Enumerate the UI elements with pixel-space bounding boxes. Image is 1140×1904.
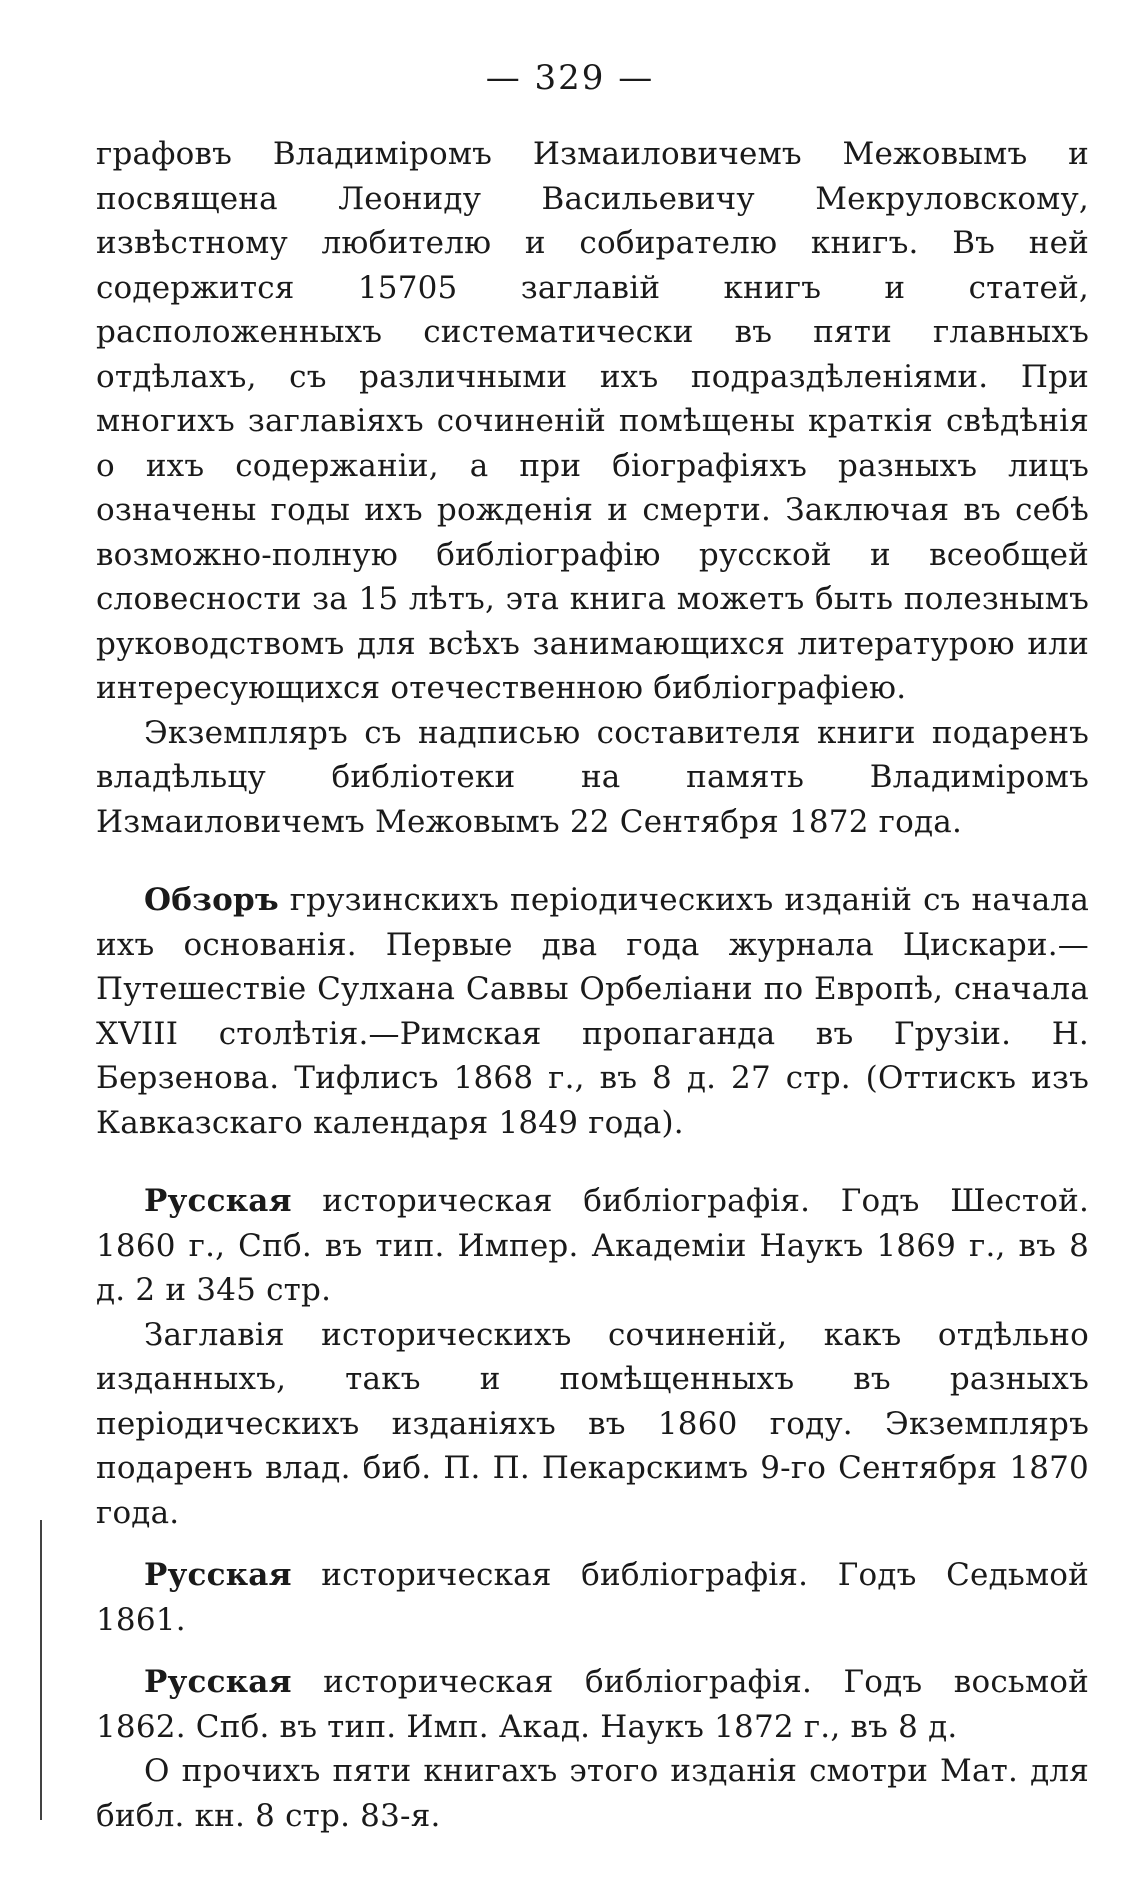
paragraph-text: графовъ Владиміромъ Измаиловичемъ Межовымъ и посвящена Леониду Васильевичу Мекруловскому, извѣстному любителю и собирателю книгъ. Въ ней содержится 15705 заглавій книгъ и статей, расположенныхъ систематически въ пяти главныхъ отдѣлахъ, съ различными ихъ подраздѣленіями. При многихъ заглавіяхъ сочиненій помѣщены краткія свѣдѣнія о ихъ содержаніи, а при біографіяхъ разныхъ лицъ означены годы ихъ рожденія и смерти. Заключая въ себѣ возможно-полную библіографію русской и всеобщей словесности за 15 лѣтъ, эта книга можетъ быть полезнымъ руководствомъ для всѣхъ занимающихся литературою или интересующихся отечественною библіографіею. <box>96 136 1089 706</box>
paragraph-dedication-note <box>96 711 1089 845</box>
paragraph-text: Заглавія историческихъ сочиненій, какъ отдѣльно изданныхъ, такъ и помѣщенныхъ въ разныхъ періодическихъ изданіяхъ въ 1860 году. Экземпляръ подаренъ влад. биб. П. П. Пекарскимъ 9-го Сентября 1870 года. <box>96 1316 1089 1531</box>
page-body <box>96 132 1089 1838</box>
paragraph-text: О прочихъ пяти книгахъ этого изданія смотри Мат. для библ. кн. 8 стр. 83-я. <box>96 1753 1089 1834</box>
entry-text: грузинскихъ періодическихъ изданій съ начала ихъ основанія. Первые два года журнала Цискари.—Путешествіе Сулхана Саввы Орбеліани по Европѣ, сначала XVIII столѣтія.—Римская пропаганда въ Грузіи. Н. Берзенова. Тифлисъ 1868 г., въ 8 д. 27 стр. (Оттискъ изъ Кавказскаго календаря 1849 года). <box>96 882 1089 1141</box>
entry-text: историческая библіографія. Годъ Шестой. 1860 г., Спб. въ тип. Импер. Академіи Наукъ 1869 г., въ 8 д. 2 и 345 стр. <box>96 1183 1089 1308</box>
entry-text: историческая библіографія. Годъ Седьмой 1861. <box>96 1557 1089 1638</box>
entry-georgian-periodicals <box>96 878 1089 1145</box>
entry-russian-historical-bibliography-1862 <box>96 1660 1089 1749</box>
entry-text: историческая библіографія. Годъ восьмой 1862. Спб. въ тип. Имп. Акад. Наукъ 1872 г., въ 8 д. <box>96 1664 1089 1745</box>
margin-line <box>40 1520 42 1820</box>
entry-russian-historical-bibliography-1860 <box>96 1179 1089 1313</box>
page-number: — 329 — <box>485 58 655 98</box>
paragraph-other-books-note <box>96 1749 1089 1838</box>
entry-lead-word: Русская <box>144 1664 292 1700</box>
paragraph-1860-contents <box>96 1313 1089 1536</box>
entry-lead-word: Русская <box>144 1557 292 1593</box>
entry-russian-historical-bibliography-1861 <box>96 1553 1089 1642</box>
entry-lead-word: Русская <box>144 1183 292 1219</box>
entry-lead-word: Обзоръ <box>144 882 279 918</box>
paragraph-bibliography-description <box>96 132 1089 711</box>
paragraph-text: Экземпляръ съ надписью составителя книги подаренъ владѣльцу библіотеки на память Владиміромъ Измаиловичемъ Межовымъ 22 Сентября 1872 года. <box>96 714 1089 840</box>
